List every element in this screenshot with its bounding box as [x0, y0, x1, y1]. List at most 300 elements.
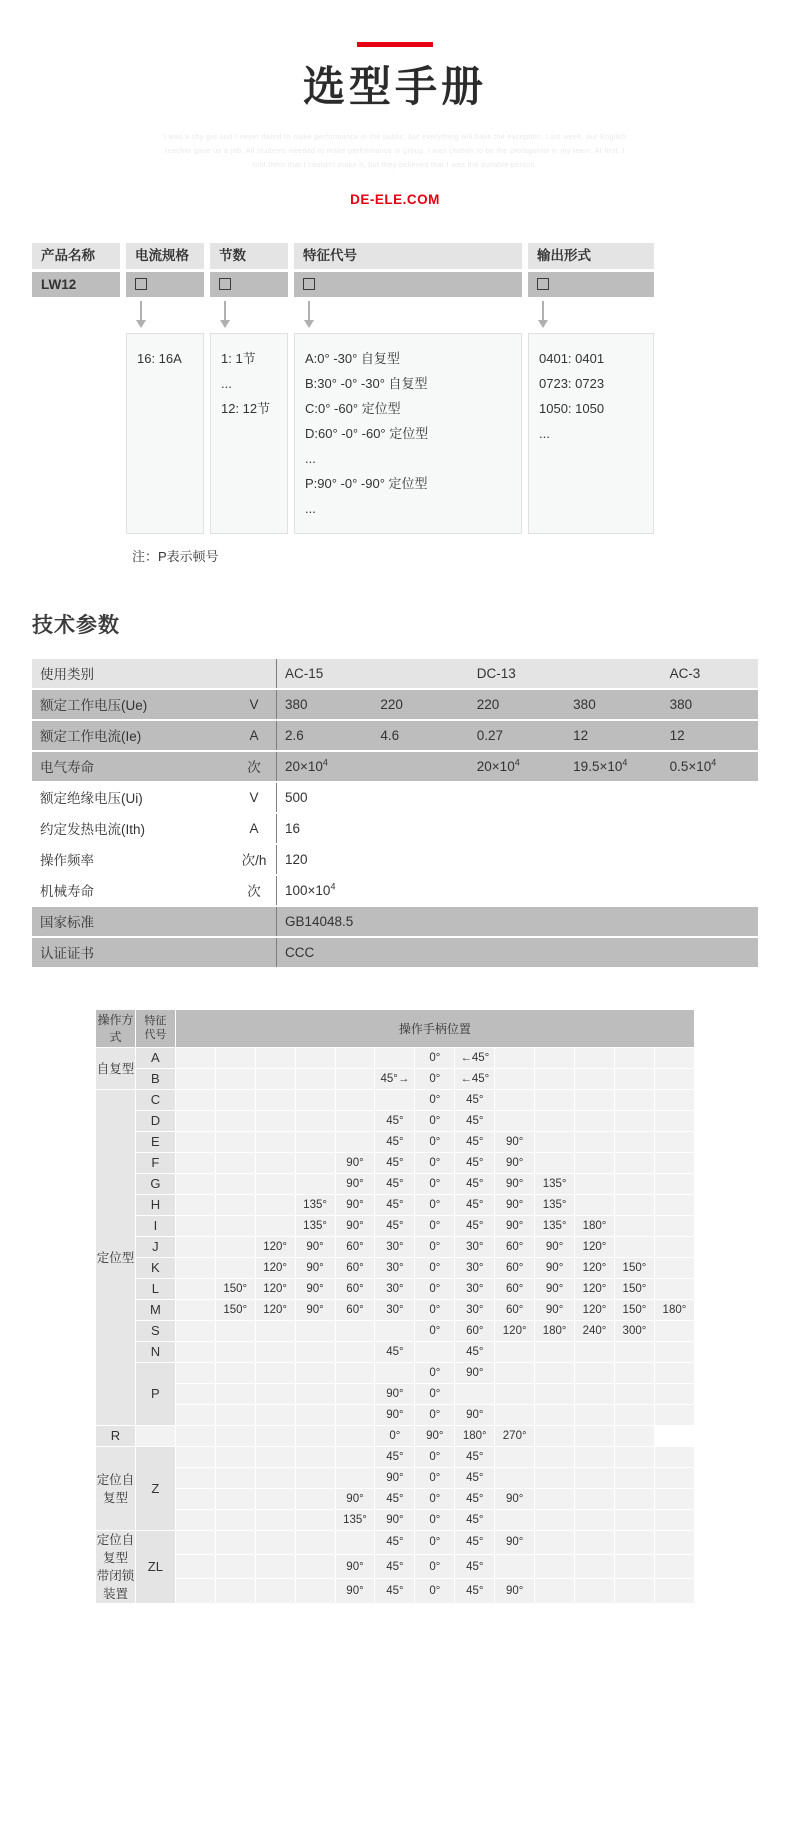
- handle-code-label: L: [135, 1278, 175, 1299]
- handle-position-empty: [535, 1047, 575, 1068]
- handle-position-value: 30°: [375, 1299, 415, 1320]
- handle-category-label: 自复型: [96, 1047, 136, 1089]
- handle-position-value: 0°: [415, 1404, 455, 1425]
- handle-position-empty: [575, 1579, 615, 1603]
- tech-row-label: 国家标准: [32, 907, 232, 936]
- handle-position-empty: [295, 1110, 335, 1131]
- handle-row: [96, 1530, 695, 1554]
- handle-position-empty: [255, 1509, 295, 1530]
- handle-position-empty: [575, 1446, 615, 1467]
- handle-position-empty: [614, 1131, 654, 1152]
- exponent: 4: [622, 757, 628, 768]
- handle-position-empty: [255, 1579, 295, 1603]
- tech-cell-value: $0.5\times 10^4$: [669, 757, 717, 775]
- placeholder-box-icon: [303, 278, 315, 290]
- tech-cell: GB14048.5: [276, 907, 758, 936]
- handle-position-value: 60°: [495, 1257, 535, 1278]
- model-code-options-5: [528, 333, 654, 534]
- handle-position-empty: [495, 1467, 535, 1488]
- handle-position-empty: [575, 1173, 615, 1194]
- handle-position-empty: [614, 1579, 654, 1603]
- tech-cell: AC-3: [662, 659, 758, 688]
- handle-row: [96, 1320, 695, 1341]
- handle-position-empty: [575, 1404, 615, 1425]
- handle-position-empty: [215, 1467, 255, 1488]
- handle-position-empty: [535, 1554, 575, 1578]
- handle-position-empty: [255, 1404, 295, 1425]
- handle-position-value: 45°: [375, 1152, 415, 1173]
- model-code-header-5: 输出形式: [528, 243, 654, 269]
- model-code-diagram: [32, 243, 758, 565]
- tech-cell-value: $20\times 10^4$: [476, 757, 520, 775]
- exponent: 4: [514, 757, 520, 768]
- handle-position-value: 45°: [455, 1194, 495, 1215]
- handle-position-value: 180°: [575, 1215, 615, 1236]
- handle-position-empty: [215, 1509, 255, 1530]
- handle-position-empty: [495, 1554, 535, 1578]
- handle-position-value: 180°: [535, 1320, 575, 1341]
- handle-position-value: 45°: [455, 1152, 495, 1173]
- handle-position-empty: [614, 1341, 654, 1362]
- handle-position-empty: [614, 1110, 654, 1131]
- handle-position-value: 0°: [415, 1530, 455, 1554]
- tech-row: [32, 659, 758, 688]
- handle-position-empty: [614, 1047, 654, 1068]
- handle-position-empty: [295, 1068, 335, 1089]
- handle-position-empty: [175, 1173, 215, 1194]
- handle-position-value: 0°: [415, 1383, 455, 1404]
- handle-position-empty: [575, 1152, 615, 1173]
- handle-position-empty: [535, 1089, 575, 1110]
- tech-row-unit: [232, 907, 276, 936]
- handle-position-empty: [335, 1425, 375, 1446]
- handle-position-empty: [215, 1152, 255, 1173]
- handle-position-empty: [255, 1488, 295, 1509]
- handle-position-value: 30°: [455, 1278, 495, 1299]
- model-code-option: A:0° -30° 自复型: [305, 350, 400, 366]
- handle-position-value: 45°: [455, 1131, 495, 1152]
- handle-row: [96, 1383, 695, 1404]
- handle-position-empty: [654, 1194, 694, 1215]
- handle-code-label: C: [135, 1089, 175, 1110]
- handle-position-value: 45°: [375, 1110, 415, 1131]
- handle-position-empty: [255, 1362, 295, 1383]
- handle-position-value: 0°: [415, 1467, 455, 1488]
- handle-header-position: 操作手柄位置: [175, 1009, 694, 1047]
- handle-position-value: 0°: [415, 1131, 455, 1152]
- handle-position-value: 135°: [535, 1215, 575, 1236]
- tech-cell: 4.6: [372, 721, 468, 750]
- handle-position-empty: [614, 1215, 654, 1236]
- handle-position-value: 300°: [614, 1320, 654, 1341]
- handle-position-empty: [215, 1362, 255, 1383]
- handle-position-empty: [614, 1173, 654, 1194]
- handle-header-code-l2: 代号: [144, 1029, 167, 1042]
- handle-position-empty: [295, 1446, 335, 1467]
- handle-position-value: 90°: [375, 1383, 415, 1404]
- down-arrow-icon: [220, 301, 230, 329]
- handle-position-empty: [654, 1110, 694, 1131]
- handle-category-label: 定位自复型: [96, 1446, 136, 1530]
- model-code-value-5: [528, 272, 654, 297]
- tech-row-label: 电气寿命: [32, 752, 232, 781]
- handle-position-empty: [575, 1425, 615, 1446]
- handle-position-value: 60°: [335, 1278, 375, 1299]
- handle-position-empty: [495, 1089, 535, 1110]
- handle-position-value: 120°: [255, 1236, 295, 1257]
- page-title: 选型手册: [302, 63, 487, 110]
- handle-position-empty: [614, 1446, 654, 1467]
- handle-position-empty: [335, 1089, 375, 1110]
- handle-position-value: 0°: [415, 1236, 455, 1257]
- handle-position-value: 90°: [495, 1215, 535, 1236]
- handle-position-empty: [215, 1131, 255, 1152]
- handle-position-empty: [255, 1320, 295, 1341]
- handle-position-empty: [215, 1215, 255, 1236]
- handle-row: [96, 1579, 695, 1603]
- handle-row: [96, 1299, 695, 1320]
- handle-position-value: 90°: [335, 1173, 375, 1194]
- handle-position-empty: [654, 1554, 694, 1578]
- handle-position-empty: [295, 1152, 335, 1173]
- handle-position-value: 60°: [335, 1257, 375, 1278]
- placeholder-box-icon: [219, 278, 231, 290]
- model-code-box-row: [32, 269, 758, 297]
- handle-position-empty: [335, 1131, 375, 1152]
- handle-position-value: 120°: [575, 1236, 615, 1257]
- handle-position-empty: [335, 1383, 375, 1404]
- handle-position-value: 45°: [455, 1530, 495, 1554]
- handle-row: [96, 1488, 695, 1509]
- handle-position-empty: [335, 1446, 375, 1467]
- handle-code-label: M: [135, 1299, 175, 1320]
- model-code-header-row: [32, 243, 758, 269]
- handle-position-empty: [255, 1425, 295, 1446]
- handle-row: [96, 1554, 695, 1578]
- handle-position-empty: [255, 1467, 295, 1488]
- handle-position-empty: [335, 1530, 375, 1554]
- tech-row: [32, 938, 758, 967]
- handle-position-value: 120°: [255, 1299, 295, 1320]
- handle-position-empty: [215, 1425, 255, 1446]
- exponent: 4: [330, 881, 336, 892]
- handle-row: [96, 1173, 695, 1194]
- handle-position-value: 240°: [575, 1320, 615, 1341]
- handle-position-empty: [295, 1362, 335, 1383]
- handle-position-empty: [335, 1467, 375, 1488]
- handle-position-value: 90°: [535, 1278, 575, 1299]
- handle-position-empty: [495, 1047, 535, 1068]
- tech-row: [32, 752, 758, 781]
- handle-code-label: B: [135, 1068, 175, 1089]
- tech-row-label: 认证证书: [32, 938, 232, 967]
- handle-row: [96, 1425, 695, 1446]
- handle-position-empty: [654, 1404, 694, 1425]
- handle-row: [96, 1068, 695, 1089]
- tech-cell: 220: [372, 690, 468, 719]
- tech-cell: 12: [565, 721, 661, 750]
- tech-cell: 2.6: [276, 721, 372, 750]
- handle-position-empty: [255, 1068, 295, 1089]
- tech-cell: [565, 752, 661, 781]
- tech-cell: 0.27: [469, 721, 565, 750]
- handle-position-value: 90°: [295, 1257, 335, 1278]
- tech-row-label: 使用类别: [32, 659, 232, 688]
- handle-position-empty: [375, 1047, 415, 1068]
- handle-position-value: 0°: [415, 1446, 455, 1467]
- handle-position-value: 45°: [375, 1530, 415, 1554]
- handle-position-value: 120°: [255, 1278, 295, 1299]
- tech-row-unit: V: [232, 783, 276, 812]
- handle-position-empty: [654, 1278, 694, 1299]
- handle-position-empty: [614, 1509, 654, 1530]
- model-code-option: 0723: 0723: [539, 375, 605, 391]
- handle-position-empty: [175, 1299, 215, 1320]
- exponent: 4: [711, 757, 717, 768]
- tech-row-unit: [232, 659, 276, 688]
- handle-position-empty: [295, 1554, 335, 1578]
- handle-code-label: K: [135, 1257, 175, 1278]
- tech-cell: 12: [662, 721, 758, 750]
- handle-position-empty: [575, 1110, 615, 1131]
- handle-position-empty: [614, 1404, 654, 1425]
- handle-position-empty: [654, 1152, 694, 1173]
- handle-position-empty: [295, 1509, 335, 1530]
- tech-row-label: 额定工作电压(Ue): [32, 690, 232, 719]
- handle-position-empty: [335, 1068, 375, 1089]
- handle-position-value: 0°: [415, 1068, 455, 1089]
- handle-position-value: 45°: [455, 1488, 495, 1509]
- handle-position-empty: [255, 1530, 295, 1554]
- handle-position-empty: [375, 1320, 415, 1341]
- handle-position-value: 90°: [295, 1278, 335, 1299]
- handle-position-value: 90°: [495, 1152, 535, 1173]
- handle-row: [96, 1152, 695, 1173]
- tech-cell: 120: [276, 845, 758, 874]
- handle-position-value: 90°: [455, 1404, 495, 1425]
- handle-position-value: 90°: [535, 1299, 575, 1320]
- handle-position-value: 45°: [455, 1509, 495, 1530]
- handle-position-empty: [654, 1236, 694, 1257]
- handle-position-empty: [175, 1467, 215, 1488]
- handle-position-value: 270°: [495, 1425, 535, 1446]
- tech-row: [32, 814, 758, 843]
- handle-row: [96, 1257, 695, 1278]
- handle-row: [96, 1089, 695, 1110]
- handle-position-value: 90°: [415, 1425, 455, 1446]
- tech-row-label: 额定绝缘电压(Ui): [32, 783, 232, 812]
- handle-position-empty: [614, 1089, 654, 1110]
- handle-position-empty: [575, 1383, 615, 1404]
- tech-cell: [662, 752, 758, 781]
- handle-position-empty: [175, 1110, 215, 1131]
- tech-row: [32, 783, 758, 812]
- handle-code-label: H: [135, 1194, 175, 1215]
- tech-row-unit: V: [232, 690, 276, 719]
- handle-position-empty: [575, 1488, 615, 1509]
- handle-position-value: 90°: [495, 1530, 535, 1554]
- handle-position-empty: [175, 1215, 215, 1236]
- handle-position-empty: [215, 1554, 255, 1578]
- handle-position-value: 90°: [335, 1194, 375, 1215]
- handle-position-value: 135°: [295, 1215, 335, 1236]
- model-code-option: 1050: 1050: [539, 400, 605, 416]
- tech-cell: 500: [276, 783, 758, 812]
- handle-row: [96, 1131, 695, 1152]
- handle-position-empty: [215, 1341, 255, 1362]
- handle-position-empty: [175, 1530, 215, 1554]
- handle-header-row: [96, 1009, 695, 1047]
- model-code-option: P:90° -0° -90° 定位型: [305, 475, 428, 491]
- handle-code-label: Z: [135, 1446, 175, 1530]
- handle-position-value: 90°: [335, 1488, 375, 1509]
- page-header: [0, 0, 790, 207]
- handle-position-empty: [614, 1383, 654, 1404]
- tech-row-unit: A: [232, 814, 276, 843]
- model-code-value-2: [126, 272, 204, 297]
- handle-position-empty: [495, 1446, 535, 1467]
- model-code-header-4: 特征代号: [294, 243, 522, 269]
- handle-position-empty: [614, 1530, 654, 1554]
- handle-position-value: 45°: [375, 1554, 415, 1578]
- handle-position-empty: [335, 1404, 375, 1425]
- handle-position-empty: [335, 1047, 375, 1068]
- placeholder-box-icon: [135, 278, 147, 290]
- handle-position-value: 0°: [375, 1425, 415, 1446]
- handle-position-value: 0°: [415, 1362, 455, 1383]
- handle-code-label: P: [135, 1362, 175, 1425]
- handle-position-empty: [135, 1425, 175, 1446]
- handle-position-value: 180°: [654, 1299, 694, 1320]
- handle-position-value: 30°: [455, 1257, 495, 1278]
- handle-row: [96, 1509, 695, 1530]
- handle-position-empty: [295, 1467, 335, 1488]
- tech-cell: CCC: [276, 938, 758, 967]
- handle-row: [96, 1194, 695, 1215]
- handle-position-empty: [295, 1404, 335, 1425]
- handle-position-empty: [455, 1383, 495, 1404]
- handle-position-empty: [535, 1110, 575, 1131]
- handle-position-empty: [175, 1509, 215, 1530]
- handle-position-empty: [535, 1152, 575, 1173]
- handle-header-code: [135, 1009, 175, 1047]
- handle-position-empty: [295, 1488, 335, 1509]
- handle-position-empty: [614, 1467, 654, 1488]
- model-code-arrow-slot-3: [210, 297, 288, 333]
- handle-position-value: 90°: [495, 1579, 535, 1603]
- handle-position-value: 0°: [415, 1047, 455, 1068]
- handle-position-value: 120°: [495, 1320, 535, 1341]
- handle-position-empty: [614, 1152, 654, 1173]
- handle-position-empty: [654, 1467, 694, 1488]
- tech-cell: 220: [469, 690, 565, 719]
- handle-position-empty: [255, 1554, 295, 1578]
- model-code-option: 1: 1节: [221, 350, 256, 366]
- tech-row-label: 额定工作电流(Ie): [32, 721, 232, 750]
- handle-position-value: 45°: [375, 1341, 415, 1362]
- handle-position-empty: [215, 1194, 255, 1215]
- handle-row: [96, 1404, 695, 1425]
- handle-position-value: 90°: [495, 1488, 535, 1509]
- handle-position-empty: [215, 1236, 255, 1257]
- handle-position-empty: [295, 1425, 335, 1446]
- header-subcopy: I was a shy girl and I never dared to make performance in the public, but everything will have the exception. Last week, our English teacher gave us a job. All students needed to make performance in group. I was chosen to be the protagonist in my team. At first, I told them that I couldn't make it, but they believed that I was the suitable person.: [163, 131, 627, 169]
- handle-position-empty: [614, 1194, 654, 1215]
- handle-position-empty: [215, 1488, 255, 1509]
- handle-position-empty: [495, 1362, 535, 1383]
- handle-position-empty: [654, 1173, 694, 1194]
- tech-section-title: 技术参数: [32, 613, 120, 637]
- handle-position-empty: [654, 1068, 694, 1089]
- handle-position-value: 150°: [614, 1257, 654, 1278]
- model-code-options-4: [294, 333, 522, 534]
- handle-position-empty: [535, 1446, 575, 1467]
- handle-position-value: 0°: [415, 1488, 455, 1509]
- handle-position-value: 120°: [575, 1257, 615, 1278]
- handle-position-empty: [175, 1194, 215, 1215]
- handle-position-empty: [654, 1047, 694, 1068]
- handle-position-value: 45°: [375, 1579, 415, 1603]
- handle-position-value: 90°: [335, 1152, 375, 1173]
- tech-cell: DC-13: [469, 659, 662, 688]
- handle-position-empty: [255, 1173, 295, 1194]
- tech-cell: 380: [565, 690, 661, 719]
- tech-row: [32, 907, 758, 936]
- handle-position-empty: [255, 1089, 295, 1110]
- tech-row-unit: 次: [232, 752, 276, 781]
- handle-position-empty: [495, 1383, 535, 1404]
- handle-position-empty: [175, 1068, 215, 1089]
- handle-position-value: 90°: [495, 1131, 535, 1152]
- handle-position-value: 135°: [535, 1173, 575, 1194]
- model-code-arrow-slot-2: [126, 297, 204, 333]
- handle-position-value: 90°: [495, 1194, 535, 1215]
- model-code-note: 注：P表示顿号: [132, 548, 219, 564]
- handle-position-empty: [575, 1068, 615, 1089]
- handle-position-empty: [575, 1047, 615, 1068]
- handle-header-code-l1: 特征: [144, 1015, 167, 1028]
- handle-position-value: 45°: [455, 1215, 495, 1236]
- handle-position-value: 135°: [535, 1194, 575, 1215]
- handle-position-value: 45°: [455, 1173, 495, 1194]
- handle-code-label: N: [135, 1341, 175, 1362]
- handle-position-empty: [175, 1131, 215, 1152]
- handle-position-empty: [215, 1446, 255, 1467]
- handle-code-label: F: [135, 1152, 175, 1173]
- handle-position-empty: [535, 1579, 575, 1603]
- model-code-option: C:0° -60° 定位型: [305, 400, 401, 416]
- model-code-option: ...: [305, 450, 316, 466]
- handle-position-value: 0°: [415, 1152, 455, 1173]
- tech-row-label: 约定发热电流(Ith): [32, 814, 232, 843]
- handle-position-empty: [575, 1089, 615, 1110]
- handle-position-empty: [654, 1383, 694, 1404]
- handle-position-value: 45°: [455, 1089, 495, 1110]
- handle-position-value: 45°: [455, 1579, 495, 1603]
- handle-position-empty: [255, 1047, 295, 1068]
- handle-row: [96, 1467, 695, 1488]
- handle-position-value: 0°: [415, 1579, 455, 1603]
- handle-position-empty: [614, 1236, 654, 1257]
- model-code-option: 0401: 0401: [539, 350, 605, 366]
- handle-position-empty: [335, 1362, 375, 1383]
- handle-position-empty: [175, 1446, 215, 1467]
- handle-position-empty: [335, 1110, 375, 1131]
- handle-position-value: 150°: [614, 1299, 654, 1320]
- handle-position-empty: [535, 1530, 575, 1554]
- handle-position-value: 60°: [335, 1236, 375, 1257]
- model-code-option: ...: [305, 500, 316, 516]
